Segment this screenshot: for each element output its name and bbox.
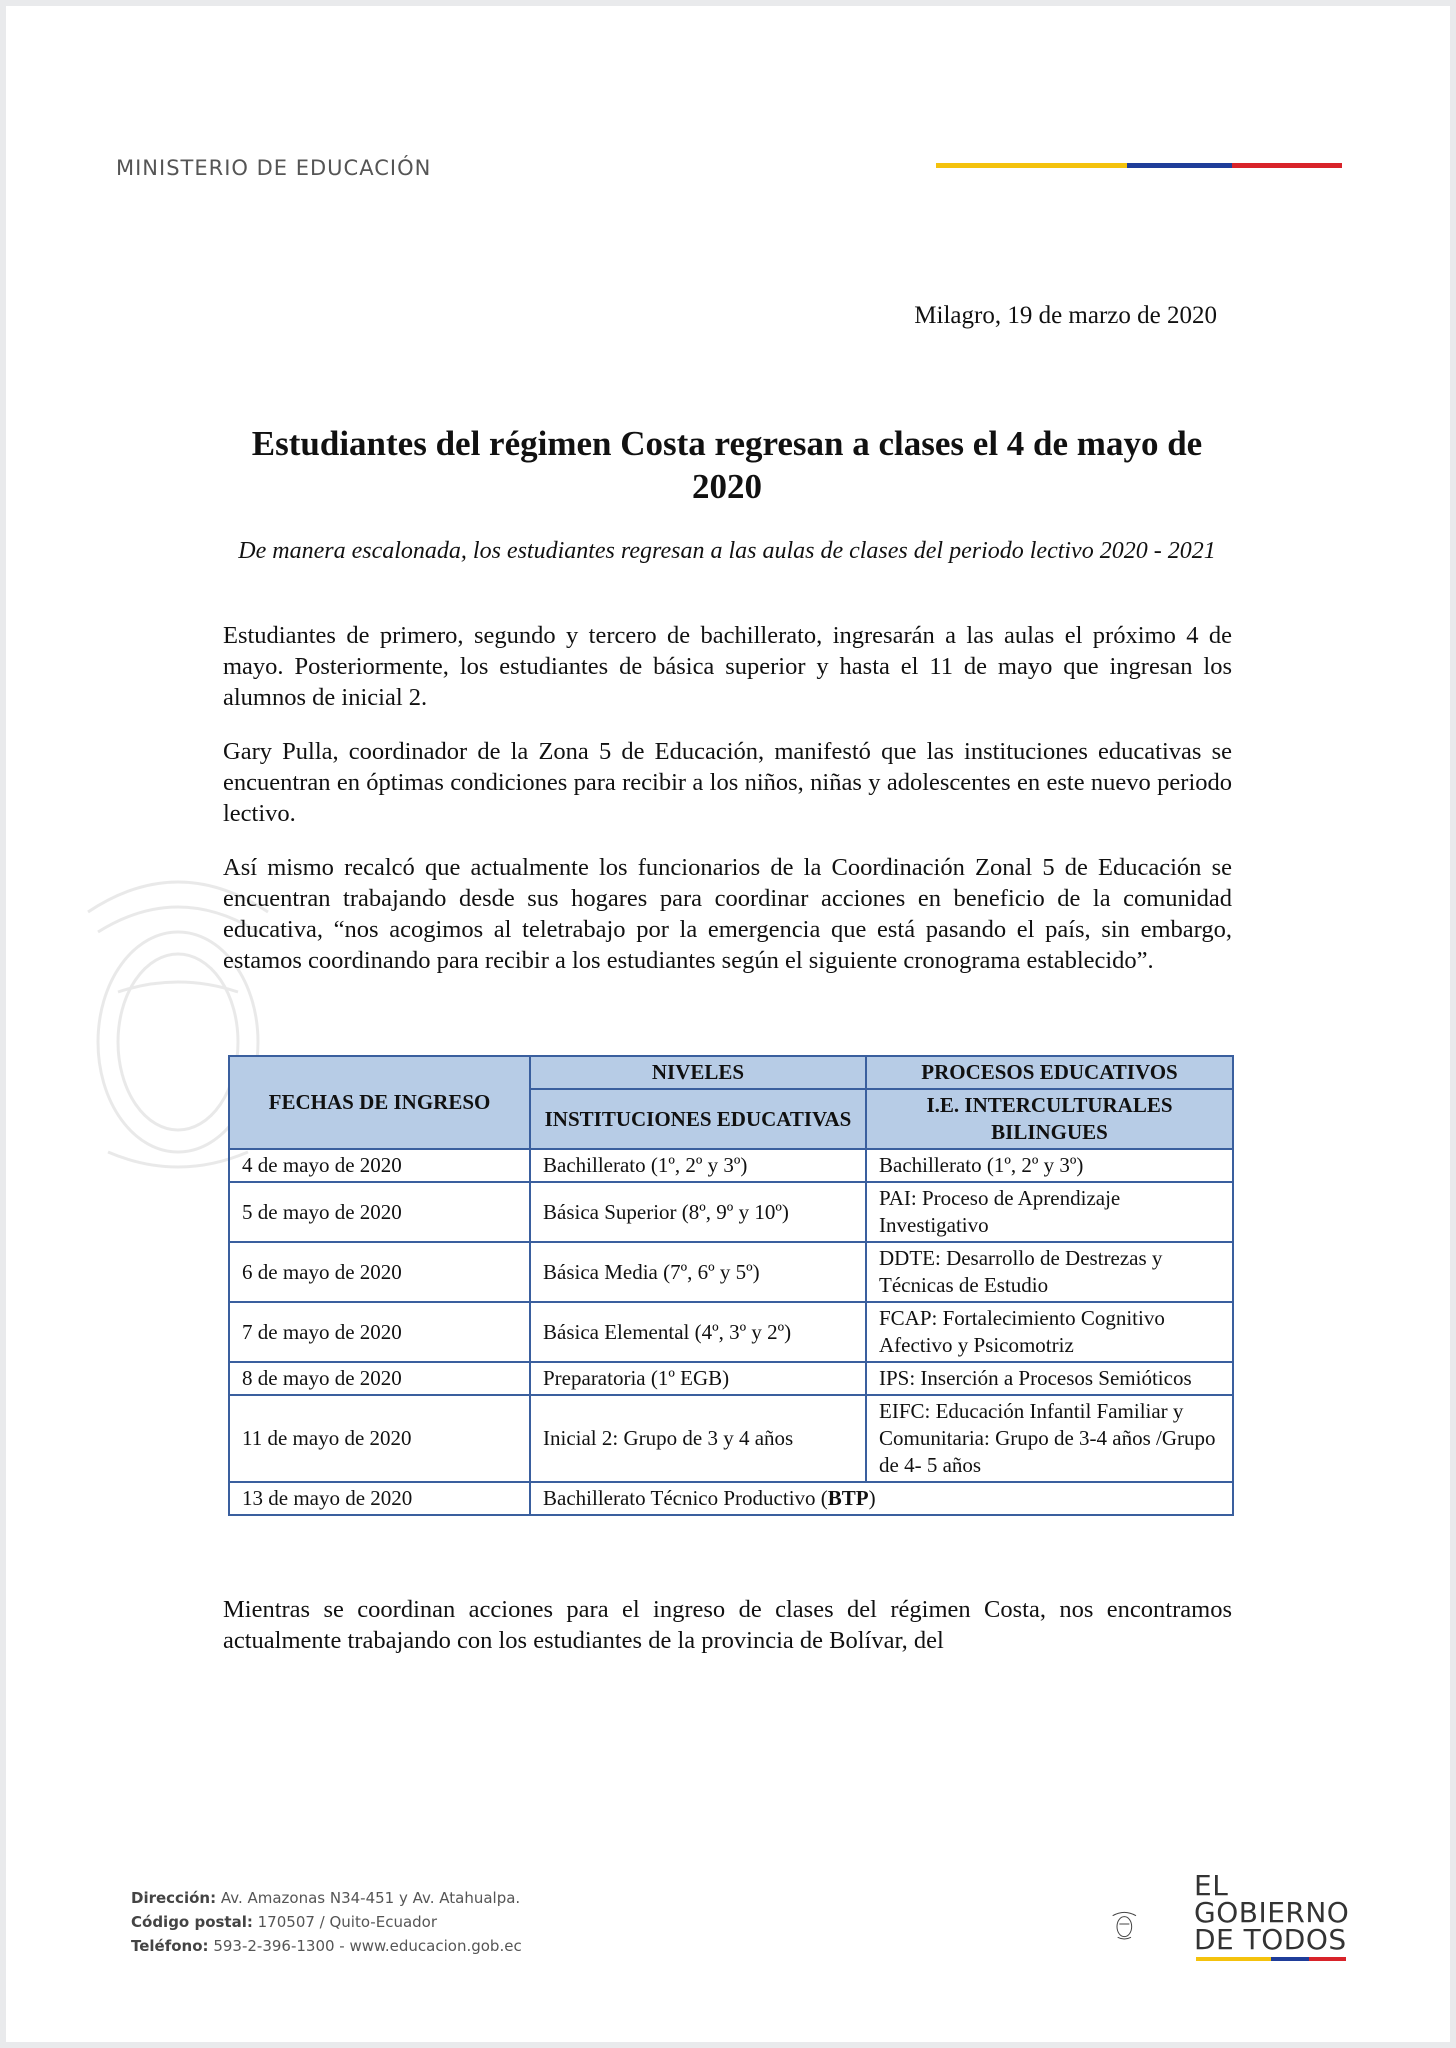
row-nivel: Bachillerato (1º, 2º y 3º) bbox=[530, 1149, 866, 1182]
header-instituciones: INSTITUCIONES EDUCATIVAS bbox=[530, 1089, 866, 1149]
row-proceso: EIFC: Educación Infantil Familiar y Comunitaria: Grupo de 3-4 años /Grupo de 4- 5 años bbox=[866, 1395, 1233, 1482]
row-nivel: Básica Media (7º, 6º y 5º) bbox=[530, 1242, 866, 1302]
body-text bbox=[223, 620, 1232, 999]
row-proceso: IPS: Inserción a Procesos Semióticos bbox=[866, 1362, 1233, 1395]
document-date: Milagro, 19 de marzo de 2020 bbox=[914, 302, 1217, 329]
row-fecha: 13 de mayo de 2020 bbox=[229, 1482, 530, 1515]
ministry-header: MINISTERIO DE EDUCACIÓN bbox=[116, 156, 432, 180]
table-row bbox=[229, 1182, 1233, 1242]
header-niveles: NIVELES bbox=[530, 1056, 866, 1089]
footer-postal bbox=[131, 1910, 522, 1934]
government-seal-icon bbox=[1111, 1874, 1191, 1974]
row-proceso: PAI: Proceso de Aprendizaje Investigativo bbox=[866, 1182, 1233, 1242]
btp-prefix: Bachillerato Técnico Productivo ( bbox=[543, 1486, 828, 1510]
document-subtitle: De manera escalonada, los estudiantes regresan a las aulas de clases del periodo lectivo 2020 - 2021 bbox=[238, 538, 1216, 564]
table-row bbox=[229, 1482, 1233, 1515]
header-fechas: FECHAS DE INGRESO bbox=[229, 1056, 530, 1149]
row-fecha: 8 de mayo de 2020 bbox=[229, 1362, 530, 1395]
header-procesos: PROCESOS EDUCATIVOS bbox=[866, 1056, 1233, 1089]
logo-bar-blue bbox=[1271, 1957, 1309, 1961]
footer-phone-value: 593-2-396-1300 - www.educacion.gob.ec bbox=[208, 1937, 522, 1955]
row-fecha: 7 de mayo de 2020 bbox=[229, 1302, 530, 1362]
row-fecha: 11 de mayo de 2020 bbox=[229, 1395, 530, 1482]
flag-color-bar bbox=[936, 163, 1342, 168]
footer-postal-value: 170507 / Quito-Ecuador bbox=[252, 1913, 438, 1931]
paragraph-1: Estudiantes de primero, segundo y tercero de bachillerato, ingresarán a las aulas el próximo 4 de mayo. Posteriormente, los estudiantes de básica superior y hasta el 11 de mayo que ingresan los alumnos de inicial 2. bbox=[223, 622, 1232, 711]
footer-address-value: Av. Amazonas N34-451 y Av. Atahualpa. bbox=[216, 1889, 521, 1907]
table-row bbox=[229, 1149, 1233, 1182]
table-row bbox=[229, 1302, 1233, 1362]
row-nivel: Básica Superior (8º, 9º y 10º) bbox=[530, 1182, 866, 1242]
row-fecha: 4 de mayo de 2020 bbox=[229, 1149, 530, 1182]
row-nivel-btp bbox=[530, 1482, 1233, 1515]
schedule-table bbox=[228, 1055, 1234, 1516]
row-proceso: DDTE: Desarrollo de Destrezas y Técnicas de Estudio bbox=[866, 1242, 1233, 1302]
document-title: Estudiantes del régimen Costa regresan a clases el 4 de mayo de 2020 bbox=[251, 424, 1203, 506]
gobierno-logo bbox=[1194, 1869, 1350, 1956]
table-row bbox=[229, 1242, 1233, 1302]
flag-yellow bbox=[936, 163, 1127, 168]
logo-bar-red bbox=[1309, 1957, 1347, 1961]
logo-line-3: DE TODOS bbox=[1194, 1923, 1347, 1956]
logo-line-2: GOBIERNO bbox=[1194, 1896, 1350, 1929]
table-row bbox=[229, 1362, 1233, 1395]
btp-suffix: ) bbox=[868, 1486, 876, 1510]
row-proceso: Bachillerato (1º, 2º y 3º) bbox=[866, 1149, 1233, 1182]
footer-postal-label: Código postal: bbox=[131, 1913, 253, 1931]
row-nivel: Básica Elemental (4º, 3º y 2º) bbox=[530, 1302, 866, 1362]
row-nivel: Inicial 2: Grupo de 3 y 4 años bbox=[530, 1395, 866, 1482]
footer-phone-label: Teléfono: bbox=[131, 1937, 209, 1955]
row-nivel: Preparatoria (1º EGB) bbox=[530, 1362, 866, 1395]
flag-blue bbox=[1127, 163, 1233, 168]
footer-phone bbox=[131, 1934, 522, 1958]
logo-line-1: EL bbox=[1194, 1869, 1229, 1902]
footer-address-label: Dirección: bbox=[131, 1889, 217, 1907]
footer-contact bbox=[131, 1886, 522, 1958]
logo-bar-yellow bbox=[1196, 1957, 1271, 1961]
btp-bold: BTP bbox=[827, 1486, 869, 1510]
row-fecha: 5 de mayo de 2020 bbox=[229, 1182, 530, 1242]
flag-red bbox=[1232, 163, 1342, 168]
paragraph-3: Así mismo recalcó que actualmente los funcionarios de la Coordinación Zonal 5 de Educación se encuentran trabajando desde sus hogares para coordinar acciones en beneficio de la comunidad educativa, “nos acogimos al teletrabajo por la emergencia que está pasando el país, sin embargo, estamos coordinando para recibir a los estudiantes según el siguiente cronograma establecido”. bbox=[223, 854, 1232, 974]
logo-color-bar bbox=[1196, 1957, 1346, 1961]
footer-address bbox=[131, 1886, 522, 1910]
header-interculturales: I.E. INTERCULTURALES BILINGUES bbox=[866, 1089, 1233, 1149]
paragraph-2: Gary Pulla, coordinador de la Zona 5 de Educación, manifestó que las instituciones educativas se encuentran en óptimas condiciones para recibir a los niños, niñas y adolescentes en este nuevo periodo lectivo. bbox=[223, 738, 1232, 827]
document-page bbox=[6, 6, 1450, 2042]
row-fecha: 6 de mayo de 2020 bbox=[229, 1242, 530, 1302]
closing-paragraph: Mientras se coordinan acciones para el ingreso de clases del régimen Costa, nos encontramos actualmente trabajando con los estudiantes de la provincia de Bolívar, del bbox=[223, 1596, 1232, 1654]
row-proceso: FCAP: Fortalecimiento Cognitivo Afectivo y Psicomotriz bbox=[866, 1302, 1233, 1362]
table-row bbox=[229, 1395, 1233, 1482]
